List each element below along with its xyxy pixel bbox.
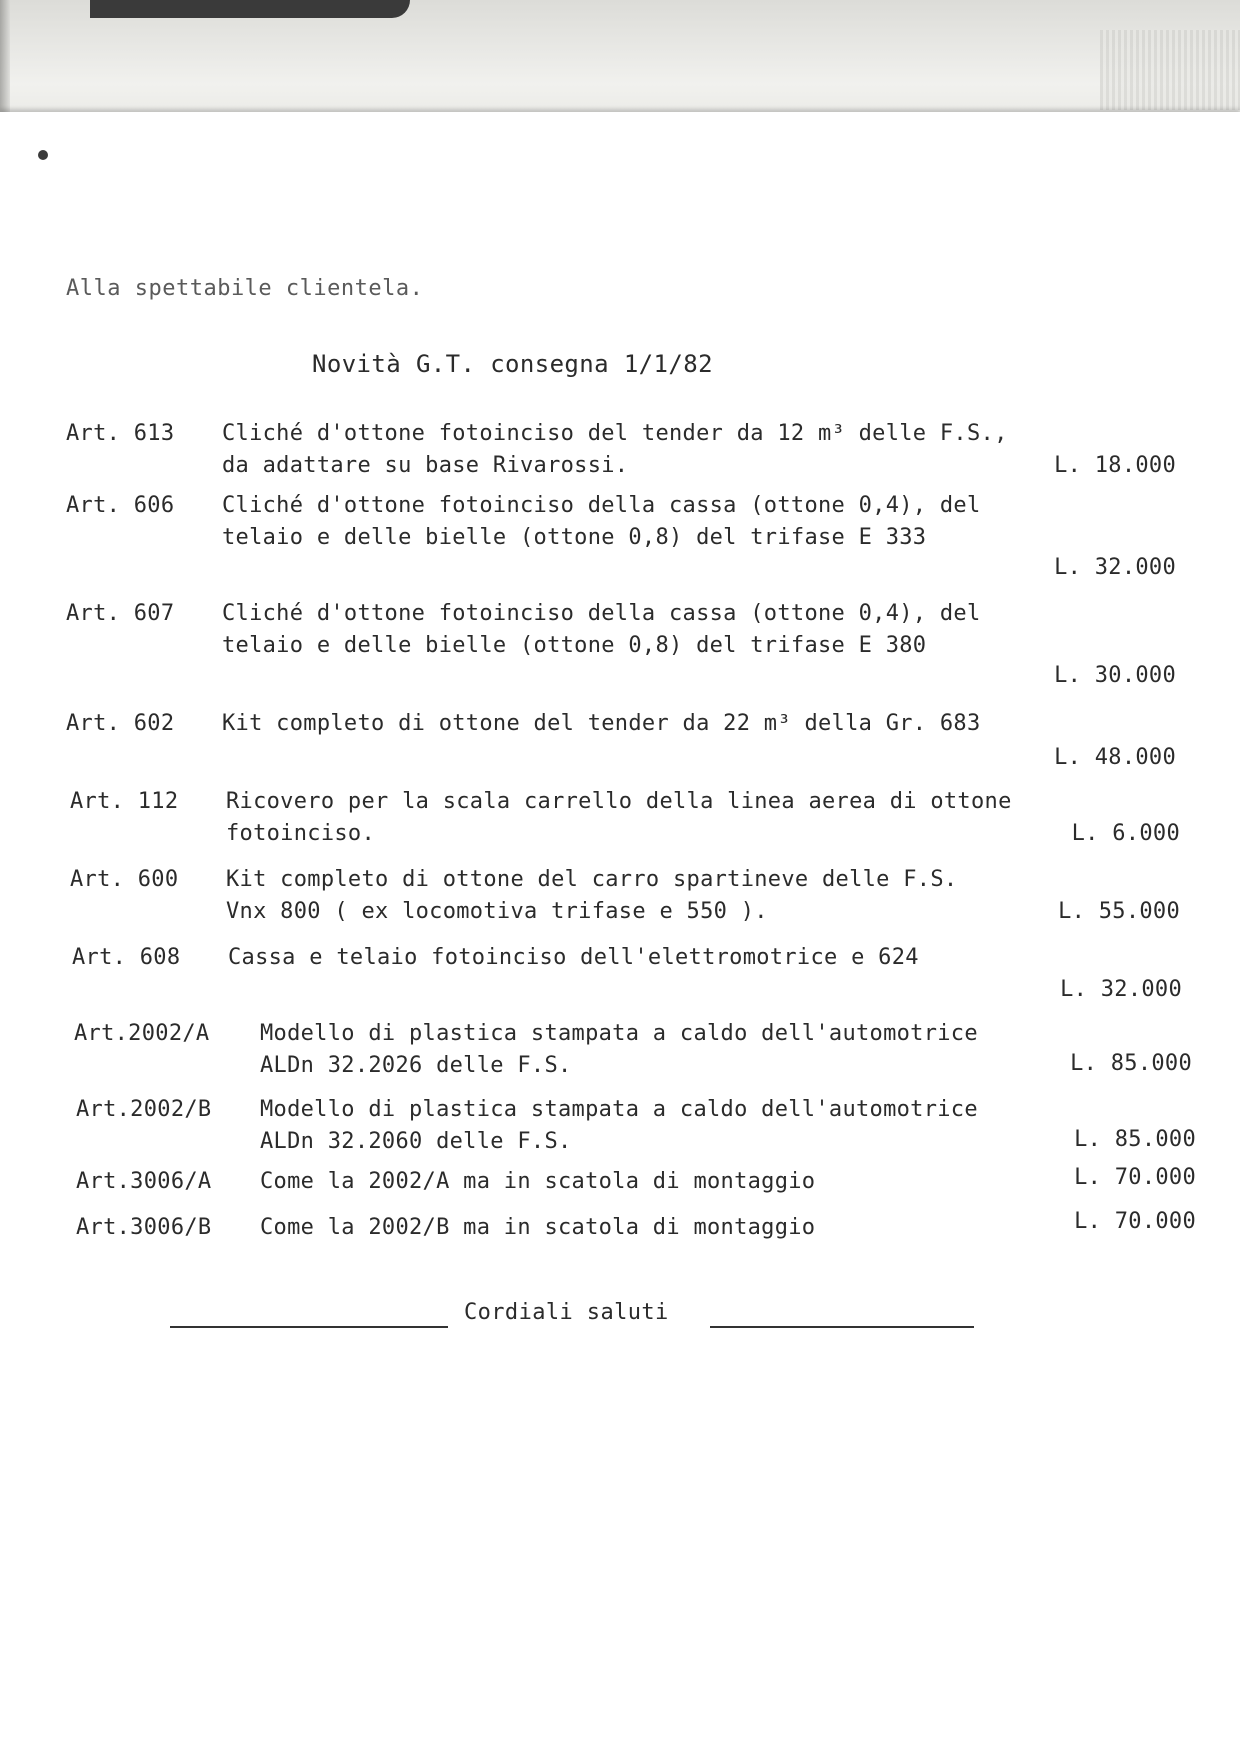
article-price: L. 30.000: [1054, 663, 1176, 688]
article-description: [222, 490, 981, 554]
article-price: L. 6.000: [1071, 821, 1180, 846]
page-title: Novità G.T. consegna 1/1/82: [312, 350, 713, 378]
description-line: ALDn 32.2026 delle F.S.: [260, 1053, 572, 1078]
description-line: fotoinciso.: [226, 821, 375, 846]
sheet-texture: [1100, 30, 1240, 110]
punch-mark: [38, 150, 48, 160]
article-description: [226, 786, 1012, 850]
closing-block: [170, 1300, 980, 1340]
article-price: L. 70.000: [1074, 1209, 1196, 1234]
description-line: Modello di plastica stampata a caldo dell'automotrice: [260, 1021, 978, 1046]
description-line: Kit completo di ottone del carro spartineve delle F.S.: [226, 867, 958, 892]
article-code: Art. 608: [72, 945, 181, 970]
description-line: Vnx 800 ( ex locomotiva trifase e 550 ).: [226, 899, 768, 924]
description-line: ALDn 32.2060 delle F.S.: [260, 1129, 572, 1154]
article-description: [260, 1166, 815, 1198]
article-code: Art. 606: [66, 493, 175, 518]
article-description: [260, 1212, 815, 1244]
description-line: Come la 2002/A ma in scatola di montaggio: [260, 1169, 816, 1194]
article-code: Art. 112: [70, 789, 179, 814]
sheet-shadow: [90, 0, 410, 18]
article-description: [226, 864, 957, 928]
article-price: L. 55.000: [1058, 899, 1180, 924]
article-code: Art. 600: [70, 867, 179, 892]
description-line: Ricovero per la scala carrello della linea aerea di ottone: [226, 789, 1012, 814]
article-description: [222, 418, 1008, 482]
article-price: L. 85.000: [1070, 1051, 1192, 1076]
article-description: [228, 942, 919, 974]
article-code: Art. 613: [66, 421, 175, 446]
article-price: L. 70.000: [1074, 1165, 1196, 1190]
article-description: [222, 598, 981, 662]
article-code: Art. 607: [66, 601, 175, 626]
description-line: Cliché d'ottone fotoinciso del tender da 12 m³ delle F.S.,: [222, 421, 1008, 446]
closing-text: Cordiali saluti: [464, 1300, 669, 1325]
article-price: L. 85.000: [1074, 1127, 1196, 1152]
description-line: Come la 2002/B ma in scatola di montaggio: [260, 1215, 816, 1240]
description-line: Cliché d'ottone fotoinciso della cassa (ottone 0,4), del: [222, 601, 981, 626]
article-code: Art. 602: [66, 711, 175, 736]
article-description: [260, 1094, 978, 1158]
article-description: [260, 1018, 978, 1082]
description-line: da adattare su base Rivarossi.: [222, 453, 629, 478]
signature-line-right: [710, 1326, 974, 1328]
description-line: Cliché d'ottone fotoinciso della cassa (ottone 0,4), del: [222, 493, 981, 518]
article-price: L. 32.000: [1060, 977, 1182, 1002]
article-price: L. 32.000: [1054, 555, 1176, 580]
article-price: L. 48.000: [1054, 745, 1176, 770]
description-line: telaio e delle bielle (ottone 0,8) del trifase E 380: [222, 633, 927, 658]
description-line: Cassa e telaio fotoinciso dell'elettromotrice e 624: [228, 945, 919, 970]
article-description: [222, 708, 981, 740]
description-line: Modello di plastica stampata a caldo dell'automotrice: [260, 1097, 978, 1122]
article-code: Art.2002/B: [76, 1097, 212, 1122]
signature-line-left: [170, 1326, 448, 1328]
description-line: Kit completo di ottone del tender da 22 m³ della Gr. 683: [222, 711, 981, 736]
article-code: Art.3006/A: [76, 1169, 212, 1194]
greeting-line: Alla spettabile clientela.: [66, 276, 424, 301]
article-price: L. 18.000: [1054, 453, 1176, 478]
article-code: Art.3006/B: [76, 1215, 212, 1240]
article-code: Art.2002/A: [74, 1021, 210, 1046]
description-line: telaio e delle bielle (ottone 0,8) del trifase E 333: [222, 525, 927, 550]
